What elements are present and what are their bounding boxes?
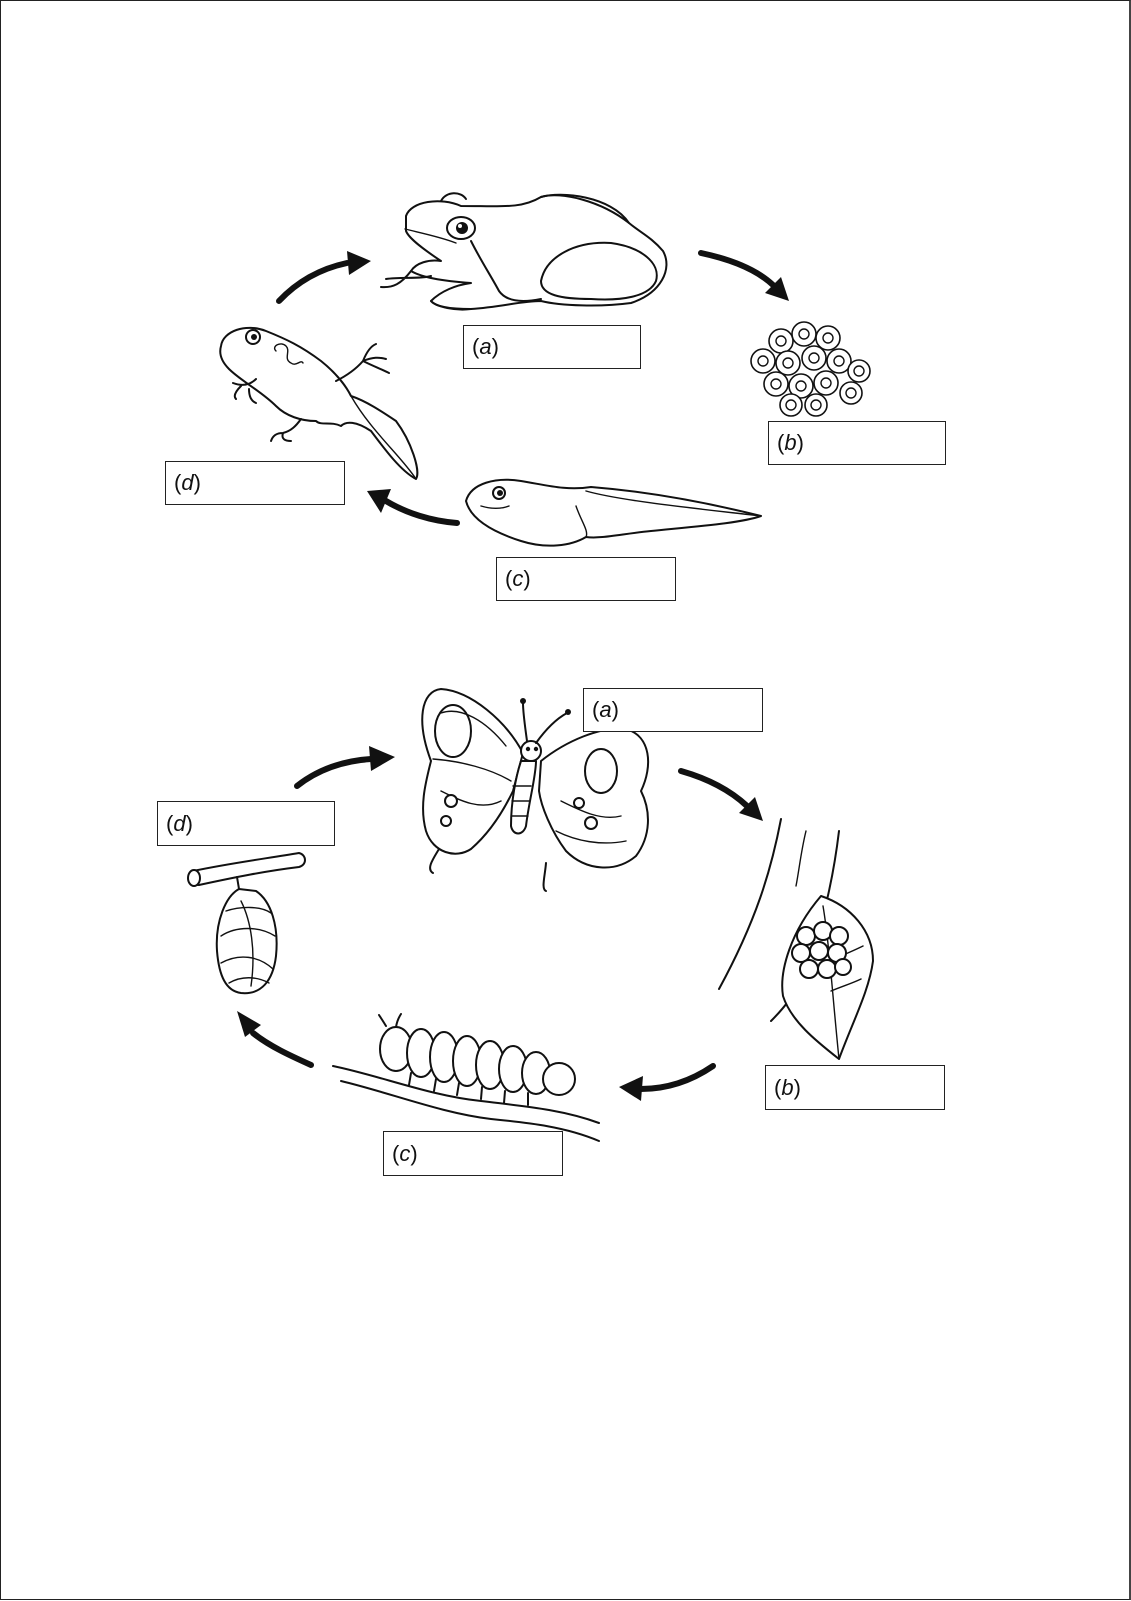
label-close: ) <box>793 1074 801 1100</box>
label-open: ( <box>774 1074 782 1100</box>
frog-label-box-b[interactable] <box>768 421 946 465</box>
eggs-on-leaf-drawing <box>719 819 873 1059</box>
frog-label-box-a[interactable] <box>463 325 641 369</box>
label-close: ) <box>185 810 193 836</box>
pupa-drawing <box>188 853 305 993</box>
label-letter: b <box>781 1074 794 1100</box>
label-close: ) <box>491 334 499 359</box>
froglet-drawing <box>220 328 417 479</box>
frog-label-box-c[interactable] <box>496 557 676 601</box>
label-letter: d <box>181 470 194 495</box>
tadpole-drawing <box>466 480 761 546</box>
label-letter: d <box>173 810 186 836</box>
label-letter: a <box>479 334 492 359</box>
label-close: ) <box>796 430 804 455</box>
butterfly-label-box-d[interactable] <box>157 801 335 846</box>
caterpillar-drawing <box>333 1014 599 1141</box>
label-open: ( <box>777 430 785 455</box>
label-open: ( <box>174 470 182 495</box>
label-open: ( <box>392 1140 400 1166</box>
label-open: ( <box>472 334 480 359</box>
label-letter: a <box>599 697 612 722</box>
label-open: ( <box>505 566 513 591</box>
label-letter: c <box>399 1140 411 1166</box>
label-close: ) <box>523 566 531 591</box>
frog-spawn-drawing <box>751 322 870 416</box>
frog-label-box-d[interactable] <box>165 461 345 505</box>
label-letter: b <box>784 430 797 455</box>
label-open: ( <box>166 810 174 836</box>
label-close: ) <box>410 1140 418 1166</box>
label-close: ) <box>611 697 619 722</box>
butterfly-label-box-a[interactable] <box>583 688 763 732</box>
adult-frog-drawing <box>381 193 666 309</box>
butterfly-label-box-b[interactable] <box>765 1065 945 1110</box>
label-open: ( <box>592 697 600 722</box>
label-letter: c <box>512 566 524 591</box>
label-close: ) <box>193 470 201 495</box>
butterfly-label-box-c[interactable] <box>383 1131 563 1176</box>
